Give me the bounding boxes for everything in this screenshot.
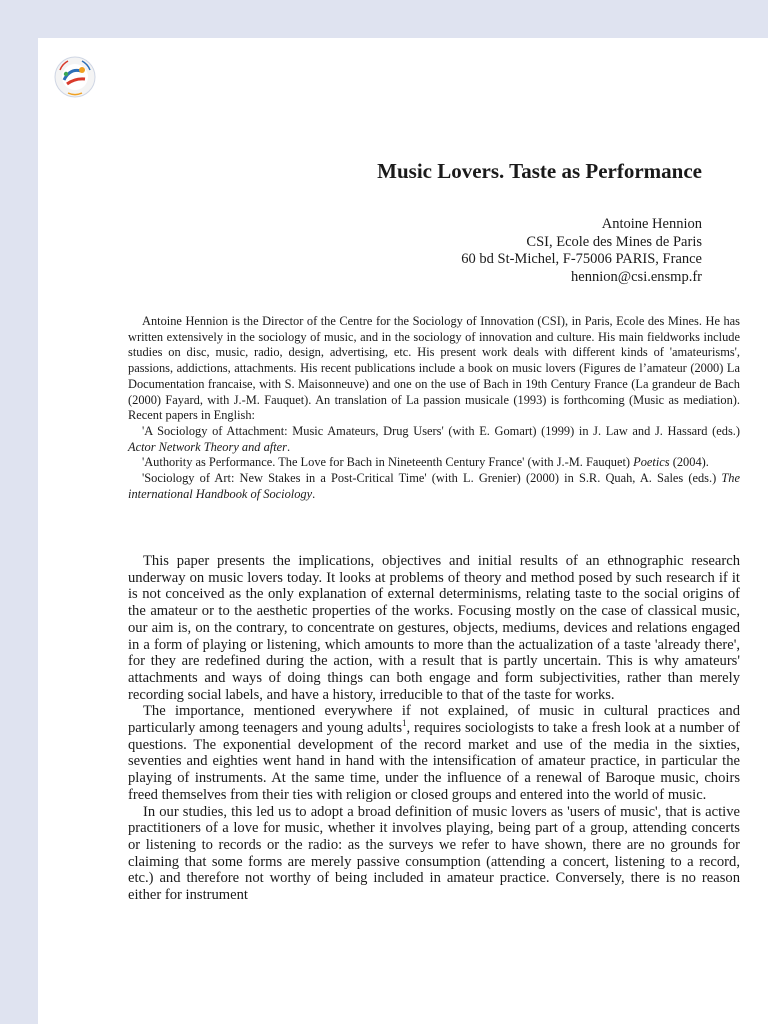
author-affiliation: CSI, Ecole des Mines de Paris: [526, 233, 702, 250]
document-page: [38, 38, 768, 1024]
author-block: [461, 216, 702, 286]
body-text: [128, 553, 740, 904]
author-name: Antoine Hennion: [601, 216, 702, 232]
paper-title: Music Lovers. Taste as Performance: [377, 159, 702, 183]
reference-end: (2004).: [672, 455, 709, 470]
reference-end: .: [287, 439, 291, 454]
bio-reference-3: [128, 471, 740, 502]
reference-end: .: [312, 486, 316, 501]
badge-logo-icon: [54, 56, 96, 98]
footnote-marker[interactable]: 1: [402, 718, 407, 729]
body-paragraph-1: This paper presents the implications, objectives and initial results of an ethnographic research underway on music lovers today. It looks at problems of theory and method posed by such research if it is not conceived as the only explanation of external determinisms, relating taste to the social origins of the amateur or to the aesthetic properties of the works. Focusing mostly on the case of classical music, our aim is, on the contrary, to concentrate on gestures, objects, mediums, devices and relations engaged in a form of playing or listening, which amounts to more than the actualization of a taste 'already there', for they are redefined during the action, with a result that is partly uncertain. This is why amateurs' attachments and ways of doing things can both engage and form subjectivities, rather than merely recording social labels, and have a history, irreducible to that of the taste for works.: [128, 553, 740, 703]
paragraph-text: , requires sociologists to take a fresh look at a number of questions. The exponential development of the record market and use of the media in the sixties, seventies and eighties went hand in hand with the intensification of amateur practice, in particular the playing of instruments. At the same time, under the influence of a renewal of Baroque music, choirs freed themselves from their ties with religion or closed groups and entered into the world of music.: [128, 720, 740, 803]
reference-text: 'Authority as Performance. The Love for Bach in Nineteenth Century France' (with J.-M. Fauquet): [142, 455, 631, 470]
reference-title: Poetics: [633, 455, 670, 470]
reference-text: 'A Sociology of Attachment: Music Amateurs, Drug Users' (with E. Gomart) (1999) in J. Law and J. Hassard (eds.): [142, 423, 740, 438]
author-bio: [128, 314, 740, 502]
author-address: 60 bd St-Michel, F-75006 PARIS, France: [461, 251, 702, 267]
reference-title: Actor Network Theory and after: [128, 439, 287, 454]
bio-reference-2: [128, 455, 740, 471]
author-email: hennion@csi.ensmp.fr: [571, 268, 702, 285]
bio-paragraph: Antoine Hennion is the Director of the Centre for the Sociology of Innovation (CSI), in Paris, Ecole des Mines. He has written extensively in the sociology of music, and in the sociology of innovation and culture. His main fieldworks include studies on disc, music, radio, design, advertising, etc. His present work deals with different kinds of 'amateurisms', passions, addictions, attachments. His recent publications include a book on music lovers (Figures de l’amateur (2000) La Documentation francaise, with S. Maisonneuve) and one on the use of Bach in 19th Century France (La grandeur de Bach (2000) Fayard, with J.-M. Fauquet). An translation of La passion musicale (1993) is forthcoming (Music as mediation). Recent papers in English:: [128, 314, 740, 423]
bio-reference-1: [128, 424, 740, 455]
reference-text: 'Sociology of Art: New Stakes in a Post-Critical Time' (with L. Grenier) (2000) in S.R. Quah, A. Sales (eds.): [142, 471, 717, 486]
reference-title: The international Handbook of Sociology: [128, 471, 740, 501]
paragraph-text: The importance, mentioned everywhere if not explained, of music in cultural practices and particularly among teenagers and young adults: [128, 703, 740, 737]
body-paragraph-3: In our studies, this led us to adopt a broad definition of music lovers as 'users of music', that is active practitioners of a love for music, whether it involves playing, being part of a group, attending concerts or listening to records or the radio: as the surveys we refer to have shown, there are no grounds for claiming that some forms are merely passive consumption (attending a concert, listening to a record, etc.) and therefore not worthy of being included in amateur practice. Conversely, there is no reason either for instrument: [128, 803, 740, 904]
body-paragraph-2: [128, 703, 740, 803]
